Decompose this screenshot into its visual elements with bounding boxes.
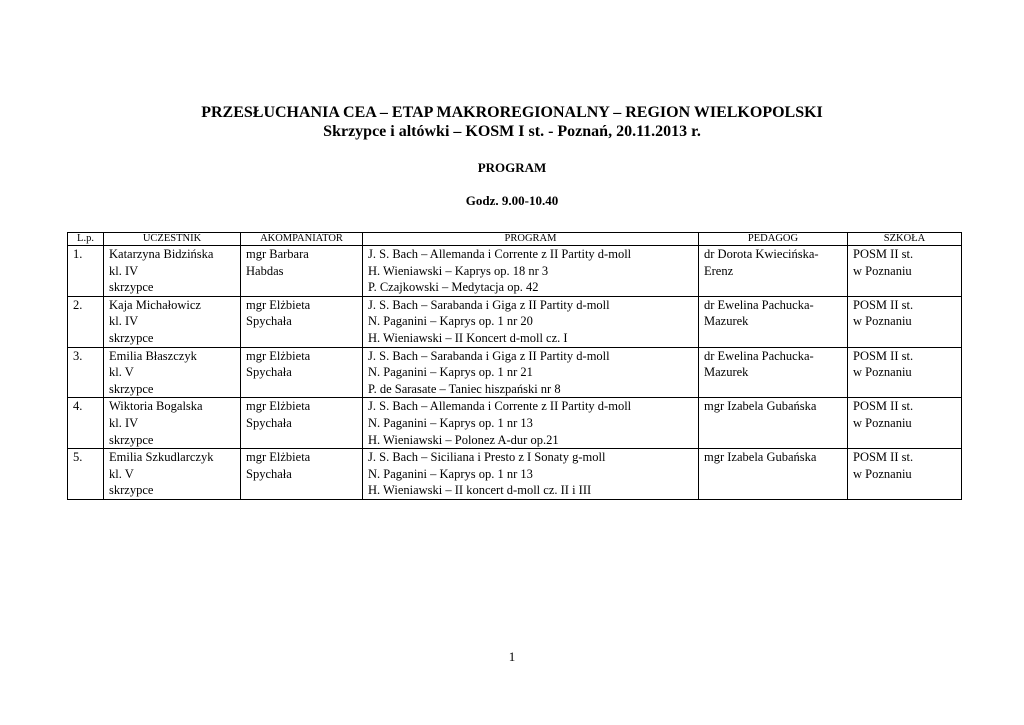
cell-lp: 5. — [68, 449, 104, 500]
cell-pedagog-line: dr Ewelina Pachucka- — [704, 348, 814, 363]
cell-szkola-line: POSM II st. — [853, 247, 914, 261]
table-header-row — [68, 233, 962, 246]
cell-uczestnik-line: kl. V — [109, 365, 134, 380]
cell-program-line: N. Paganini – Kaprys op. 1 nr 13 — [368, 415, 533, 430]
cell-akompaniator — [241, 296, 363, 347]
cell-szkola-line: w Poznaniu — [853, 263, 912, 278]
cell-akompaniator-line: Spychała — [246, 314, 292, 329]
cell-uczestnik-line: skrzypce — [109, 381, 154, 396]
cell-uczestnik-line: skrzypce — [109, 330, 154, 345]
cell-program-line: N. Paganini – Kaprys op. 1 nr 21 — [368, 365, 533, 380]
cell-szkola — [848, 296, 962, 347]
cell-akompaniator-line: Spychała — [246, 415, 292, 430]
cell-szkola-line: w Poznaniu — [853, 466, 912, 481]
cell-szkola — [848, 246, 962, 297]
cell-program-line: H. Wieniawski – II koncert d-moll cz. II i III — [368, 483, 592, 498]
cell-uczestnik-line: kl. V — [109, 466, 134, 481]
cell-szkola-line: POSM II st. — [853, 450, 914, 465]
cell-akompaniator-line: mgr Barbara — [246, 247, 309, 261]
cell-szkola — [848, 398, 962, 449]
cell-akompaniator — [241, 449, 363, 500]
cell-pedagog — [699, 398, 848, 449]
cell-lp: 1. — [68, 246, 104, 297]
cell-lp: 4. — [68, 398, 104, 449]
cell-szkola-line: POSM II st. — [853, 297, 914, 312]
cell-pedagog — [699, 296, 848, 347]
cell-program — [363, 449, 699, 500]
cell-pedagog-line: dr Ewelina Pachucka- — [704, 297, 814, 312]
table-body — [68, 246, 962, 500]
cell-program-line: J. S. Bach – Siciliana i Presto z I Sonaty g-moll — [368, 450, 606, 465]
cell-pedagog-line: mgr Izabela Gubańska — [704, 399, 817, 414]
cell-uczestnik-line: skrzypce — [109, 483, 154, 498]
cell-program-line: J. S. Bach – Allemanda i Corrente z II Partity d-moll — [368, 399, 632, 414]
document-title: PRZESŁUCHANIA CEA – ETAP MAKROREGIONALNY – REGION WIELKOPOLSKI — [201, 104, 823, 121]
cell-uczestnik-line: Emilia Błaszczyk — [109, 348, 197, 363]
cell-uczestnik — [104, 296, 241, 347]
cell-szkola-line: w Poznaniu — [853, 415, 912, 430]
cell-program-line: P. de Sarasate – Taniec hiszpański nr 8 — [368, 381, 561, 396]
cell-akompaniator-line: mgr Elżbieta — [246, 399, 311, 414]
program-table — [67, 232, 962, 500]
cell-pedagog-line: mgr Izabela Gubańska — [704, 450, 817, 465]
cell-szkola-line: POSM II st. — [853, 399, 914, 414]
cell-uczestnik-line: Emilia Szkudlarczyk — [109, 450, 214, 465]
program-heading: PROGRAM — [477, 160, 547, 175]
cell-uczestnik — [104, 347, 241, 398]
col-header-lp: L.p. — [68, 233, 104, 246]
table-row — [68, 246, 962, 297]
cell-szkola-line: POSM II st. — [853, 348, 914, 363]
cell-akompaniator-line: mgr Elżbieta — [246, 450, 311, 465]
cell-program-line: N. Paganini – Kaprys op. 1 nr 13 — [368, 466, 533, 481]
cell-akompaniator — [241, 398, 363, 449]
document-subtitle: Skrzypce i altówki – KOSM I st. - Poznań, 20.11.2013 r. — [323, 123, 701, 140]
cell-pedagog-line: Mazurek — [704, 365, 749, 380]
table-row — [68, 347, 962, 398]
cell-pedagog-line: Erenz — [704, 263, 734, 278]
cell-pedagog-line: dr Dorota Kwiecińska- — [704, 247, 819, 261]
col-header-program: PROGRAM — [363, 233, 699, 246]
time-slot: Godz. 9.00-10.40 — [465, 193, 559, 208]
col-header-akompaniator: AKOMPANIATOR — [241, 233, 363, 246]
cell-program-line: H. Wieniawski – Polonez A-dur op.21 — [368, 432, 559, 447]
cell-szkola-line: w Poznaniu — [853, 314, 912, 329]
col-header-uczestnik: UCZESTNIK — [104, 233, 241, 246]
cell-program — [363, 398, 699, 449]
cell-program-line: J. S. Bach – Allemanda i Corrente z II Partity d-moll — [368, 247, 632, 261]
cell-uczestnik-line: skrzypce — [109, 280, 154, 295]
cell-uczestnik — [104, 398, 241, 449]
cell-uczestnik-line: kl. IV — [109, 415, 139, 430]
cell-pedagog — [699, 246, 848, 297]
cell-pedagog — [699, 347, 848, 398]
col-header-szkola: SZKOŁA — [848, 233, 962, 246]
cell-program-line: N. Paganini – Kaprys op. 1 nr 20 — [368, 314, 533, 329]
cell-lp: 3. — [68, 347, 104, 398]
cell-akompaniator-line: Spychała — [246, 466, 292, 481]
cell-uczestnik-line: Katarzyna Bidzińska — [109, 247, 214, 261]
cell-szkola-line: w Poznaniu — [853, 365, 912, 380]
cell-uczestnik — [104, 246, 241, 297]
cell-lp: 2. — [68, 296, 104, 347]
cell-akompaniator-line: Spychała — [246, 365, 292, 380]
cell-program-line: J. S. Bach – Sarabanda i Giga z II Partity d-moll — [368, 348, 610, 363]
col-header-pedagog: PEDAGOG — [699, 233, 848, 246]
cell-akompaniator — [241, 347, 363, 398]
cell-pedagog — [699, 449, 848, 500]
cell-akompaniator-line: mgr Elżbieta — [246, 297, 311, 312]
cell-uczestnik-line: kl. IV — [109, 263, 139, 278]
cell-akompaniator-line: mgr Elżbieta — [246, 348, 311, 363]
cell-szkola — [848, 347, 962, 398]
cell-program — [363, 296, 699, 347]
cell-program — [363, 246, 699, 297]
cell-szkola — [848, 449, 962, 500]
cell-program-line: J. S. Bach – Sarabanda i Giga z II Partity d-moll — [368, 297, 610, 312]
cell-program-line: P. Czajkowski – Medytacja op. 42 — [368, 280, 539, 295]
table-row — [68, 296, 962, 347]
table-row — [68, 398, 962, 449]
cell-uczestnik-line: Wiktoria Bogalska — [109, 399, 203, 414]
cell-uczestnik-line: Kaja Michałowicz — [109, 297, 201, 312]
cell-program-line: H. Wieniawski – Kaprys op. 18 nr 3 — [368, 263, 549, 278]
cell-uczestnik — [104, 449, 241, 500]
cell-akompaniator-line: Habdas — [246, 263, 284, 278]
cell-program-line: H. Wieniawski – II Koncert d-moll cz. I — [368, 330, 568, 345]
table-row — [68, 449, 962, 500]
cell-pedagog-line: Mazurek — [704, 314, 749, 329]
page-number: 1 — [508, 649, 516, 664]
cell-akompaniator — [241, 246, 363, 297]
cell-program — [363, 347, 699, 398]
cell-uczestnik-line: skrzypce — [109, 432, 154, 447]
cell-uczestnik-line: kl. IV — [109, 314, 139, 329]
